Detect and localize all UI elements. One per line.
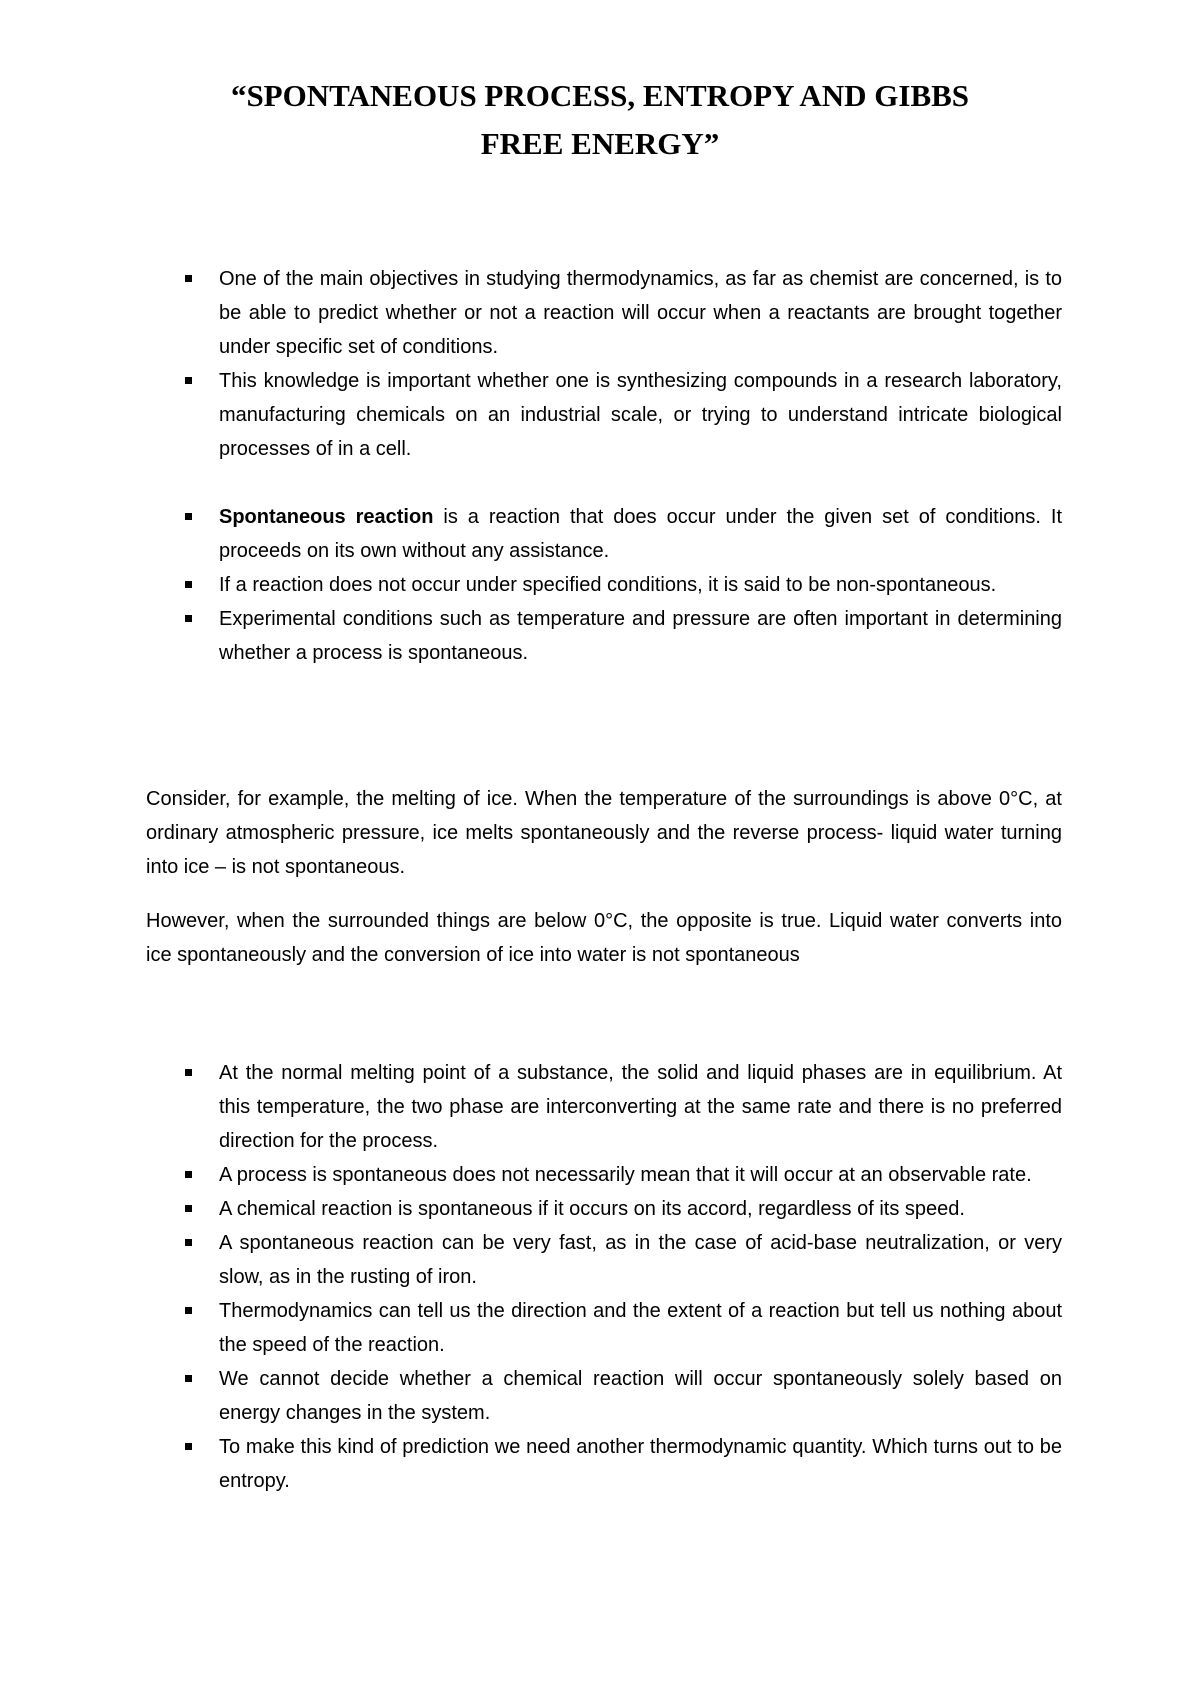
square-bullet-icon (185, 275, 192, 282)
square-bullet-icon (185, 513, 192, 520)
body-paragraph: Consider, for example, the melting of ice. When the temperature of the surroundings is above 0°C, at ordinary atmospheric pressure, ice melts spontaneously and the reverse process- liquid water turning into ice – is not spontaneous. (146, 788, 1062, 878)
square-bullet-icon (185, 1069, 192, 1076)
list-item (146, 364, 1062, 466)
defined-term: Spontaneous reaction (219, 506, 434, 528)
list-item-text: Thermodynamics can tell us the direction and the extent of a reaction but tell us nothing about the speed of the reaction. (219, 1300, 1062, 1356)
square-bullet-icon (185, 1443, 192, 1450)
list-item (146, 1158, 1062, 1192)
list-item-text: A chemical reaction is spontaneous if it occurs on its accord, regardless of its speed. (219, 1198, 965, 1220)
list-item (146, 1430, 1062, 1498)
title-line-1: “SPONTANEOUS PROCESS, ENTROPY AND GIBBS (230, 78, 970, 113)
list-item (146, 1226, 1062, 1294)
list-item (146, 568, 1062, 602)
list-item-text: This knowledge is important whether one is synthesizing compounds in a research laboratory, manufacturing chemicals on an industrial scale, or trying to understand intricate biological processes of in a cell. (219, 370, 1062, 460)
list-item (146, 1192, 1062, 1226)
square-bullet-icon (185, 377, 192, 384)
square-bullet-icon (185, 615, 192, 622)
list-item-text: To make this kind of prediction we need another thermodynamic quantity. Which turns out to be entropy. (219, 1436, 1062, 1492)
definition-list-section (146, 500, 1062, 670)
list-item-text: One of the main objectives in studying thermodynamics, as far as chemist are concerned, is to be able to predict whether or not a reaction will occur when a reactants are brought together under specific set of conditions. (219, 268, 1062, 358)
body-paragraph: However, when the surrounded things are below 0°C, the opposite is true. Liquid water converts into ice spontaneously and the conversion of ice into water is not spontaneous (146, 910, 1062, 966)
square-bullet-icon (185, 1307, 192, 1314)
list-item (146, 1056, 1062, 1158)
objectives-list-section (146, 262, 1062, 466)
page-title (140, 72, 1060, 168)
list-item-text: We cannot decide whether a chemical reaction will occur spontaneously solely based on energy changes in the system. (219, 1368, 1062, 1424)
list-item-text: If a reaction does not occur under specified conditions, it is said to be non-spontaneous. (219, 574, 997, 596)
list-item (146, 602, 1062, 670)
list-item-text: A process is spontaneous does not necessarily mean that it will occur at an observable rate. (219, 1164, 1032, 1186)
square-bullet-icon (185, 581, 192, 588)
list-item-text: At the normal melting point of a substance, the solid and liquid phases are in equilibrium. At this temperature, the two phase are interconverting at the same rate and there is no preferred direction for the process. (219, 1062, 1062, 1152)
list-item-text: Experimental conditions such as temperature and pressure are often important in determining whether a process is spontaneous. (219, 608, 1062, 664)
list-item (146, 1294, 1062, 1362)
square-bullet-icon (185, 1171, 192, 1178)
spontaneity-notes-section (146, 1056, 1062, 1498)
definition-list (146, 500, 1062, 670)
objectives-list (146, 262, 1062, 466)
list-item (146, 1362, 1062, 1430)
list-item-text: A spontaneous reaction can be very fast, as in the case of acid-base neutralization, or very slow, as in the rusting of iron. (219, 1232, 1062, 1288)
square-bullet-icon (185, 1205, 192, 1212)
term-definition: is a reaction that does occur under the given set of conditions. It proceeds on its own without any assistance. (219, 506, 1063, 562)
title-line-2: FREE ENERGY” (480, 126, 720, 161)
spontaneity-notes-list (146, 1056, 1062, 1498)
square-bullet-icon (185, 1239, 192, 1246)
square-bullet-icon (185, 1375, 192, 1382)
list-item (146, 262, 1062, 364)
list-item (146, 500, 1062, 568)
example-paragraphs (146, 782, 1062, 972)
